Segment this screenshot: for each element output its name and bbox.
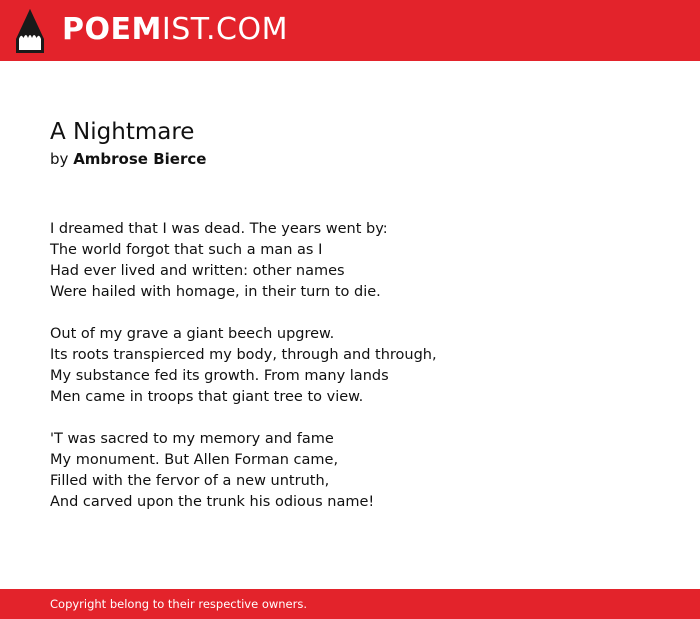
poem-byline: [50, 148, 670, 170]
logo-bold-text: POEM: [62, 12, 162, 47]
by-label: by: [50, 150, 69, 168]
stanza-2: [50, 324, 670, 408]
poem-title: A Nightmare: [50, 119, 195, 145]
poem-line: I dreamed that I was dead. The years went by:: [50, 221, 388, 237]
logo-light-text: IST.COM: [161, 12, 288, 47]
poem-author: Ambrose Bierce: [73, 150, 207, 168]
poem-line: Were hailed with homage, in their turn to die.: [50, 284, 381, 300]
poem-line: Men came in troops that giant tree to view.: [50, 389, 364, 405]
pencil-tip-icon[interactable]: [16, 9, 44, 53]
poem-line: Its roots transpierced my body, through and through,: [50, 347, 437, 363]
poem-body: [50, 219, 670, 513]
poem-line: Out of my grave a giant beech upgrew.: [50, 326, 335, 342]
site-footer: [0, 589, 700, 619]
poem-line: My substance fed its growth. From many lands: [50, 368, 389, 384]
poem-line: The world forgot that such a man as I: [50, 242, 323, 258]
poem-line: Filled with the fervor of a new untruth,: [50, 473, 330, 489]
poem-line: 'T was sacred to my memory and fame: [50, 431, 334, 447]
poem-line: Had ever lived and written: other names: [50, 263, 345, 279]
copyright-text: Copyright belong to their respective owners.: [50, 597, 308, 611]
poem-line: And carved upon the trunk his odious name!: [50, 494, 375, 510]
stanza-3: [50, 429, 670, 513]
site-header: [0, 0, 700, 61]
poem-line: My monument. But Allen Forman came,: [50, 452, 339, 468]
poem-content: [50, 116, 670, 534]
site-logo[interactable]: [62, 10, 288, 50]
stanza-1: [50, 219, 670, 303]
